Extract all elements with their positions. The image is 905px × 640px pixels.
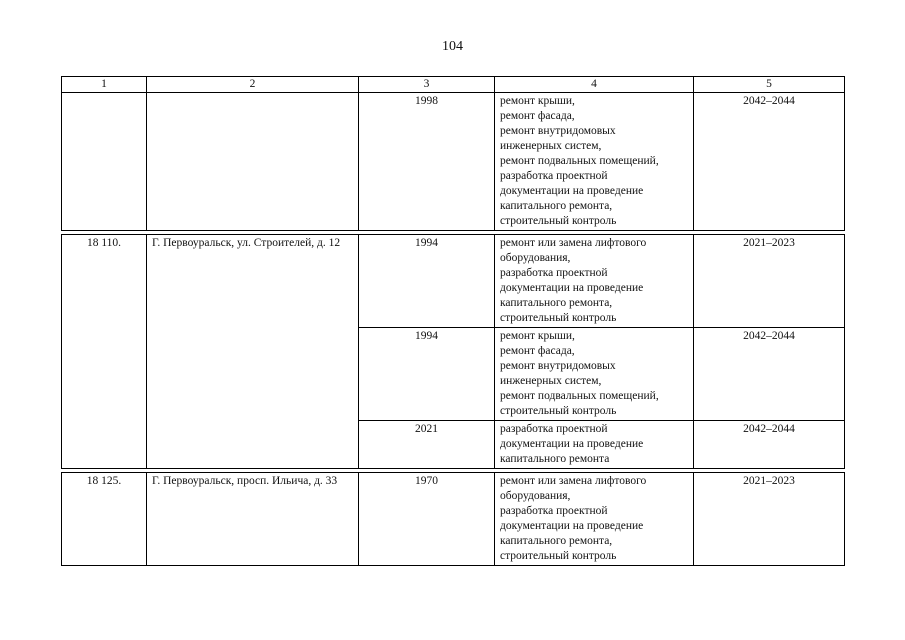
column-header: 2 [147, 77, 359, 93]
work-line: ремонт подвальных помещений, [500, 155, 659, 167]
address-cell [147, 93, 359, 231]
record-number-cell: 18 110. [62, 235, 147, 469]
work-line: ремонт фасада, [500, 110, 575, 122]
table-row [62, 235, 845, 328]
work-line: документации на проведение [500, 185, 644, 197]
works-cell [495, 421, 694, 469]
work-line: строительный контроль [500, 405, 617, 417]
table-row [62, 93, 845, 231]
period-cell: 2042–2044 [694, 421, 845, 469]
period-cell: 2042–2044 [694, 328, 845, 421]
period-cell: 2042–2044 [694, 93, 845, 231]
work-line: ремонт внутридомовых [500, 360, 616, 372]
work-line: разработка проектной [500, 170, 608, 182]
address-cell: Г. Первоуральск, ул. Строителей, д. 12 [147, 235, 359, 469]
column-header: 4 [495, 77, 694, 93]
work-line: капитального ремонта, [500, 535, 613, 547]
period-cell: 2021–2023 [694, 235, 845, 328]
work-line: капитального ремонта [500, 453, 610, 465]
work-line: разработка проектной [500, 423, 608, 435]
record-number-cell: 18 125. [62, 473, 147, 566]
works-cell [495, 93, 694, 231]
work-line: капитального ремонта, [500, 200, 613, 212]
work-line: документации на проведение [500, 520, 644, 532]
work-line: строительный контроль [500, 550, 617, 562]
work-line: ремонт крыши, [500, 330, 575, 342]
work-line: разработка проектной [500, 505, 608, 517]
work-line: оборудования, [500, 252, 571, 264]
repair-schedule-table [61, 76, 845, 566]
works-cell [495, 328, 694, 421]
column-header: 5 [694, 77, 845, 93]
work-line: разработка проектной [500, 267, 608, 279]
work-line: ремонт подвальных помещений, [500, 390, 659, 402]
works-cell [495, 235, 694, 328]
year-cell: 1998 [359, 93, 495, 231]
work-line: документации на проведение [500, 282, 644, 294]
work-line: оборудования, [500, 490, 571, 502]
column-header: 3 [359, 77, 495, 93]
work-line: капитального ремонта, [500, 297, 613, 309]
work-line: ремонт или замена лифтового [500, 237, 647, 249]
year-cell: 1994 [359, 328, 495, 421]
work-line: ремонт внутридомовых [500, 125, 616, 137]
work-line: ремонт фасада, [500, 345, 575, 357]
column-header: 1 [62, 77, 147, 93]
work-line: ремонт крыши, [500, 95, 575, 107]
table-row [62, 473, 845, 566]
year-cell: 1994 [359, 235, 495, 328]
period-cell: 2021–2023 [694, 473, 845, 566]
page-number: 104 [442, 39, 463, 54]
year-cell: 1970 [359, 473, 495, 566]
work-line: инженерных систем, [500, 140, 602, 152]
work-line: строительный контроль [500, 215, 617, 227]
works-cell [495, 473, 694, 566]
header-row [62, 77, 845, 93]
work-line: документации на проведение [500, 438, 644, 450]
address-cell: Г. Первоуральск, просп. Ильича, д. 33 [147, 473, 359, 566]
work-line: инженерных систем, [500, 375, 602, 387]
work-line: строительный контроль [500, 312, 617, 324]
record-number-cell [62, 93, 147, 231]
year-cell: 2021 [359, 421, 495, 469]
work-line: ремонт или замена лифтового [500, 475, 647, 487]
